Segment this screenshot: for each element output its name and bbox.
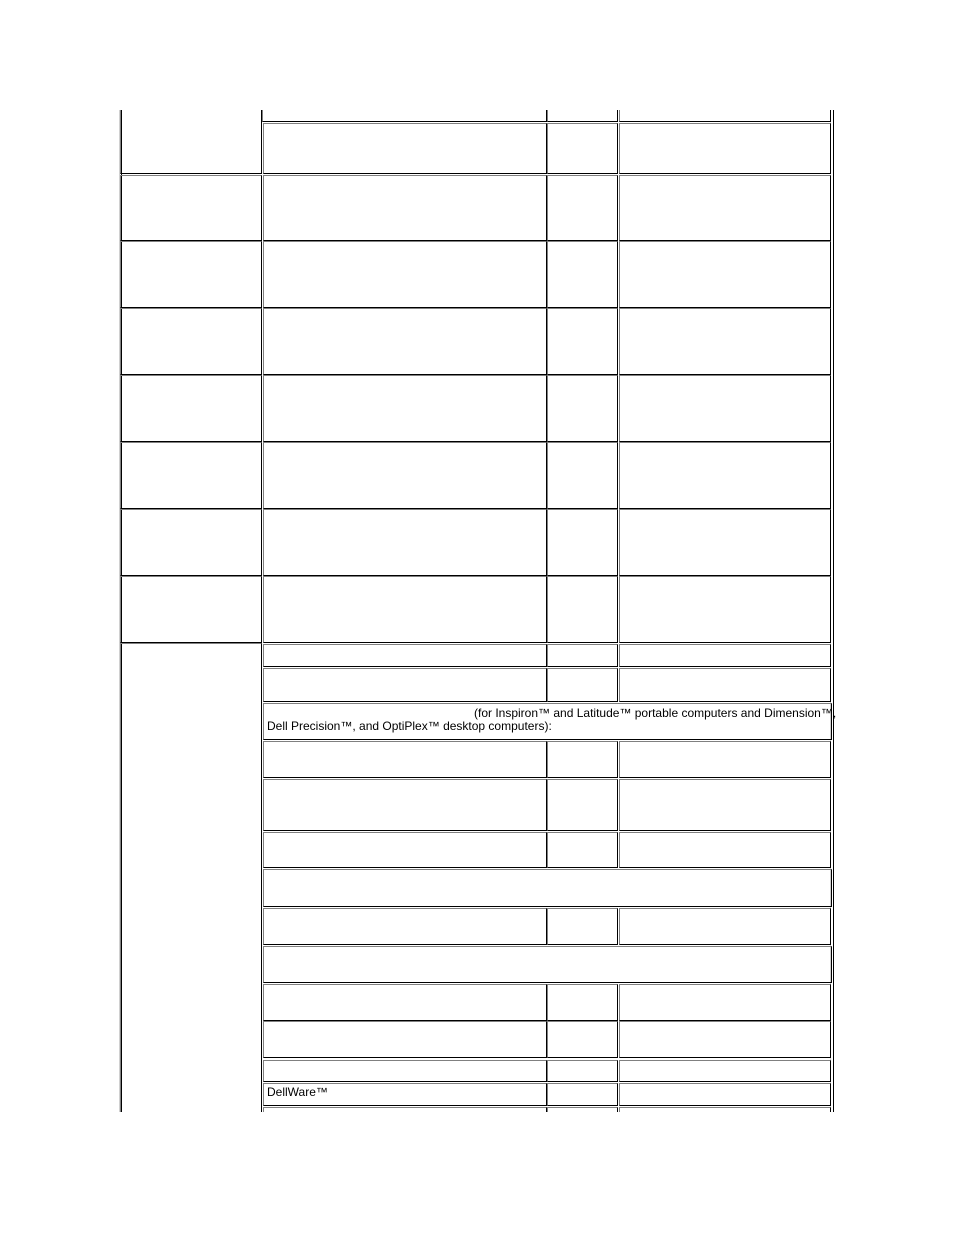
table-cell [619, 741, 831, 778]
table-cell [547, 644, 618, 667]
table-cell [547, 509, 618, 576]
table-cell [547, 779, 618, 831]
table-cell [547, 832, 618, 868]
table-cell [619, 1083, 831, 1106]
table-cell [619, 308, 831, 375]
table-cell [619, 832, 831, 868]
table-cell [619, 644, 831, 667]
table-cell [263, 509, 547, 576]
table-cell [619, 375, 831, 442]
table-cell [547, 1021, 618, 1058]
table-cell [263, 1060, 547, 1082]
table-cell-label [120, 643, 262, 1123]
table-cell [619, 908, 831, 945]
table-cell-wide [263, 946, 832, 983]
table-cell [619, 442, 831, 509]
table-cell [619, 779, 831, 831]
table-cell [619, 576, 831, 643]
table-cell [263, 644, 547, 667]
table-cell [263, 984, 547, 1021]
table-cell [263, 668, 547, 702]
table-cell [547, 576, 618, 643]
table-cell-label [120, 308, 262, 375]
table-cell [263, 832, 547, 868]
table-cell [547, 241, 618, 308]
table-cell-label [120, 175, 262, 241]
table-cell [619, 984, 831, 1021]
table-cell-label [120, 442, 262, 509]
table-cell-label [120, 509, 262, 576]
table-cell [263, 576, 547, 643]
table-cell [547, 908, 618, 945]
table-cell [547, 984, 618, 1021]
table-cell [619, 1021, 831, 1058]
note-text-line-2: Dell Precision™, and OptiPlex™ desktop computers): [267, 719, 552, 733]
table-cell [547, 1083, 618, 1106]
table-cell [263, 741, 547, 778]
table-cell [547, 741, 618, 778]
table-cell [263, 375, 547, 442]
dellware-label: DellWare™ [267, 1085, 328, 1099]
table-cell-label [120, 576, 262, 643]
table-cell [547, 442, 618, 509]
table-cell [263, 308, 547, 375]
table-cell [263, 123, 547, 174]
table-cell [263, 241, 547, 308]
table-cell [619, 509, 831, 576]
table-cell [619, 241, 831, 308]
table-cell [547, 175, 618, 241]
table-cell-label [120, 241, 262, 308]
table-cell [263, 1021, 547, 1058]
top-page-margin [0, 0, 954, 110]
table-cell [263, 908, 547, 945]
table-cell [547, 123, 618, 174]
table-cell [263, 442, 547, 509]
table-cell [547, 1060, 618, 1082]
table-cell [547, 668, 618, 702]
table-cell [547, 375, 618, 442]
table-cell [263, 779, 547, 831]
table-cell-wide [263, 869, 832, 907]
table-cell [619, 1060, 831, 1082]
table-cell [619, 668, 831, 702]
table-cell [619, 175, 831, 241]
table-cell-label [120, 375, 262, 442]
table-cell [619, 123, 831, 174]
table-cell [547, 308, 618, 375]
table-cell-label [120, 100, 262, 174]
note-text-line-1: (for Inspiron™ and Latitude™ portable computers and Dimension™, [474, 706, 837, 720]
table-cell [263, 175, 547, 241]
bottom-page-margin [0, 1112, 954, 1235]
